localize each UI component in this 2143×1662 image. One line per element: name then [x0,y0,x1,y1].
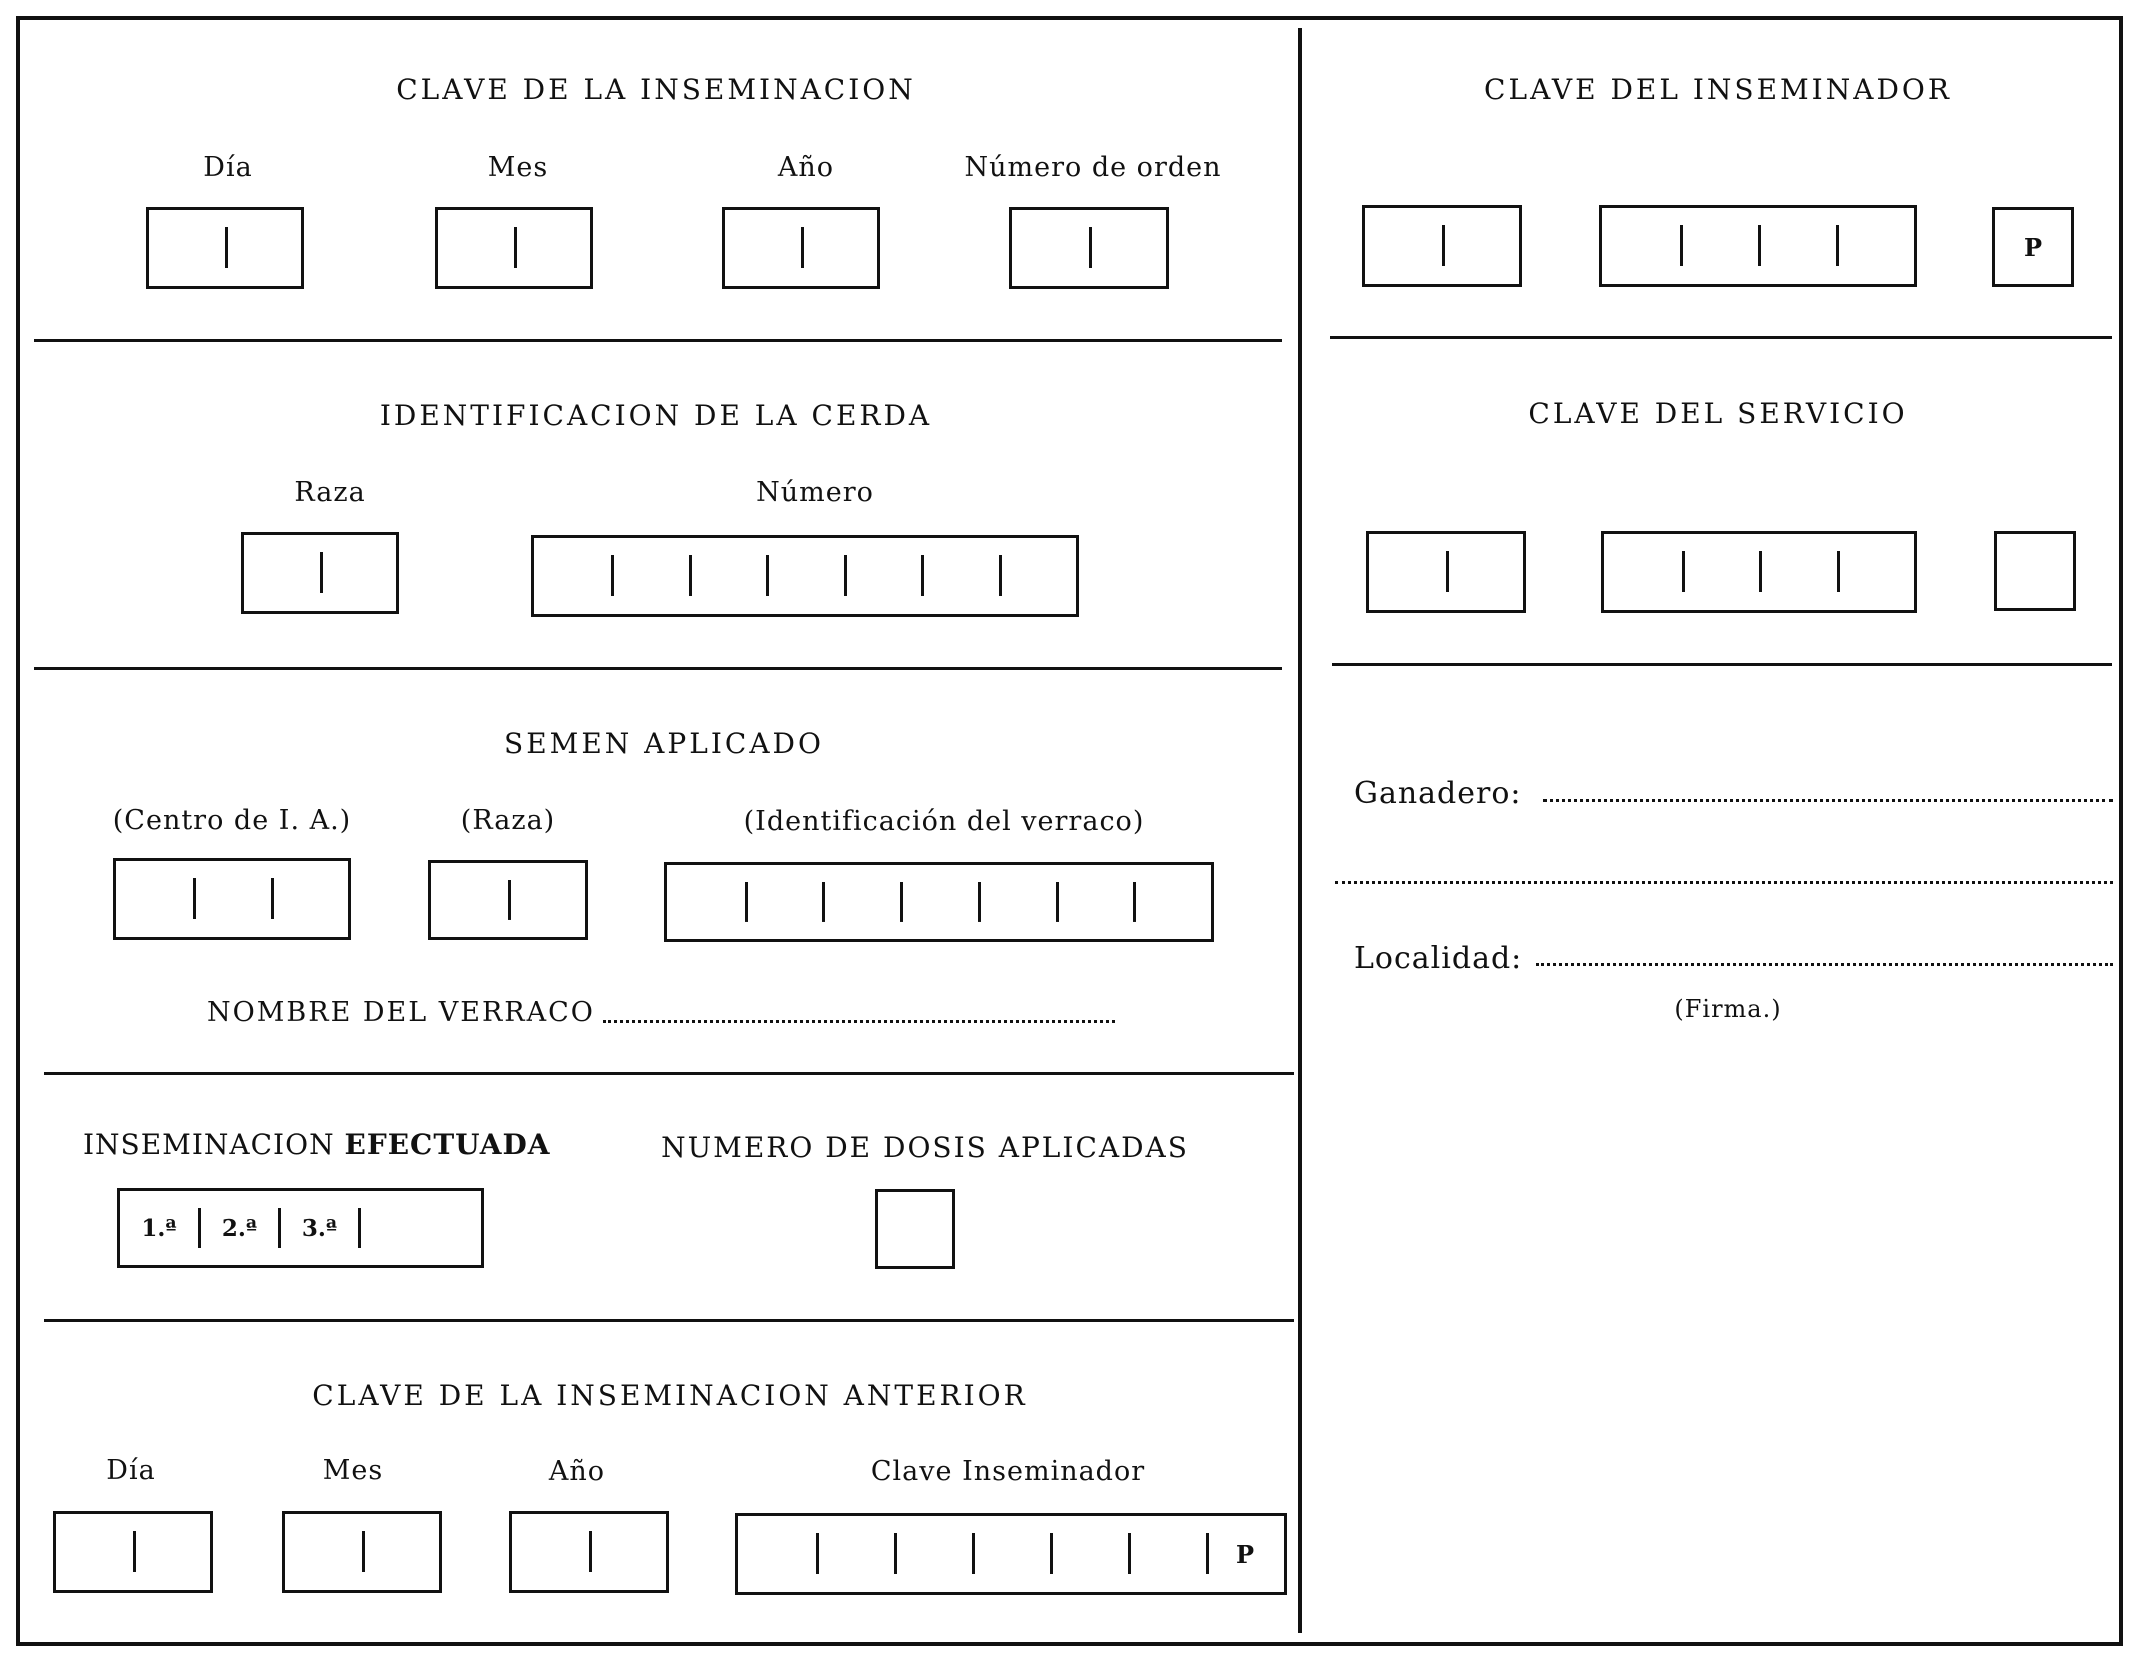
label-anio: Año [777,152,835,183]
label-numero: Número [756,477,874,508]
cerda-numero-field[interactable] [531,535,1079,617]
dia-anterior-field[interactable] [53,1511,213,1593]
p-mark: P [2023,232,2043,262]
label-dia: Día [203,152,253,183]
clave-inseminador-anterior-field[interactable] [735,1513,1287,1595]
separator [44,1072,1294,1075]
inseminador-field-a[interactable] [1362,205,1522,287]
label-efectuada: EFECTUADA [344,1128,551,1161]
separator [1330,336,2112,339]
label-numero-dosis: NUMERO DE DOSIS APLICADAS [661,1131,1189,1164]
separator [1332,663,2112,666]
p-mark-anterior: P [1206,1516,1284,1592]
cerda-raza-field[interactable] [241,532,399,614]
section-title-inseminador: CLAVE DEL INSEMINADOR [1484,73,1952,106]
semen-raza-field[interactable] [428,860,588,940]
label-numero-orden: Número de orden [964,152,1222,183]
mes-field[interactable] [435,207,593,289]
mes-anterior-field[interactable] [282,1511,442,1593]
servicio-field-a[interactable] [1366,531,1526,613]
separator [44,1319,1294,1322]
servicio-box[interactable] [1994,531,2076,611]
section-title-inseminacion: CLAVE DE LA INSEMINACION [396,73,916,106]
inseminador-p-box[interactable] [1992,207,2074,287]
label-anio-anterior: Año [548,1456,606,1487]
option-3[interactable]: 3.ª [301,1214,338,1242]
label-dia-anterior: Día [106,1455,156,1486]
option-1[interactable]: 1.ª [141,1214,177,1242]
label-firma: (Firma.) [1674,995,1782,1023]
option-2[interactable]: 2.ª [221,1214,258,1242]
inseminacion-efectuada-field[interactable] [117,1188,484,1268]
centro-field[interactable] [113,858,351,940]
numero-orden-field[interactable] [1009,207,1169,289]
label-raza-semen: (Raza) [460,805,556,836]
label-inseminacion: INSEMINACION [83,1128,335,1161]
dia-field[interactable] [146,207,304,289]
vertical-divider [1298,28,1302,1633]
label-localidad: Localidad: [1354,941,1523,976]
label-centro: (Centro de I. A.) [112,805,352,836]
label-inseminacion-efectuada [83,1128,550,1161]
section-title-cerda: IDENTIFICACION DE LA CERDA [379,399,933,432]
label-mes-anterior: Mes [322,1455,384,1486]
ganadero-line[interactable] [1543,799,2113,802]
label-raza: Raza [294,477,366,508]
inseminador-field-b[interactable] [1599,205,1917,287]
ganadero-line-2[interactable] [1335,881,2113,884]
nombre-verraco-line[interactable] [603,1020,1115,1023]
label-identificacion-verraco: (Identificación del verraco) [743,806,1145,837]
label-nombre-verraco: NOMBRE DEL VERRACO [207,997,595,1028]
anio-field[interactable] [722,207,880,289]
servicio-field-b[interactable] [1601,531,1917,613]
verraco-id-field[interactable] [664,862,1214,942]
label-clave-inseminador: Clave Inseminador [870,1456,1146,1487]
separator [34,339,1282,342]
separator [34,667,1282,670]
section-title-servicio: CLAVE DEL SERVICIO [1528,397,1908,430]
section-title-semen: SEMEN APLICADO [504,727,824,760]
dosis-box[interactable] [875,1189,955,1269]
localidad-line[interactable] [1536,963,2113,966]
anio-anterior-field[interactable] [509,1511,669,1593]
label-ganadero: Ganadero: [1354,776,1522,811]
label-mes: Mes [487,152,549,183]
section-title-anterior: CLAVE DE LA INSEMINACION ANTERIOR [312,1379,1028,1412]
